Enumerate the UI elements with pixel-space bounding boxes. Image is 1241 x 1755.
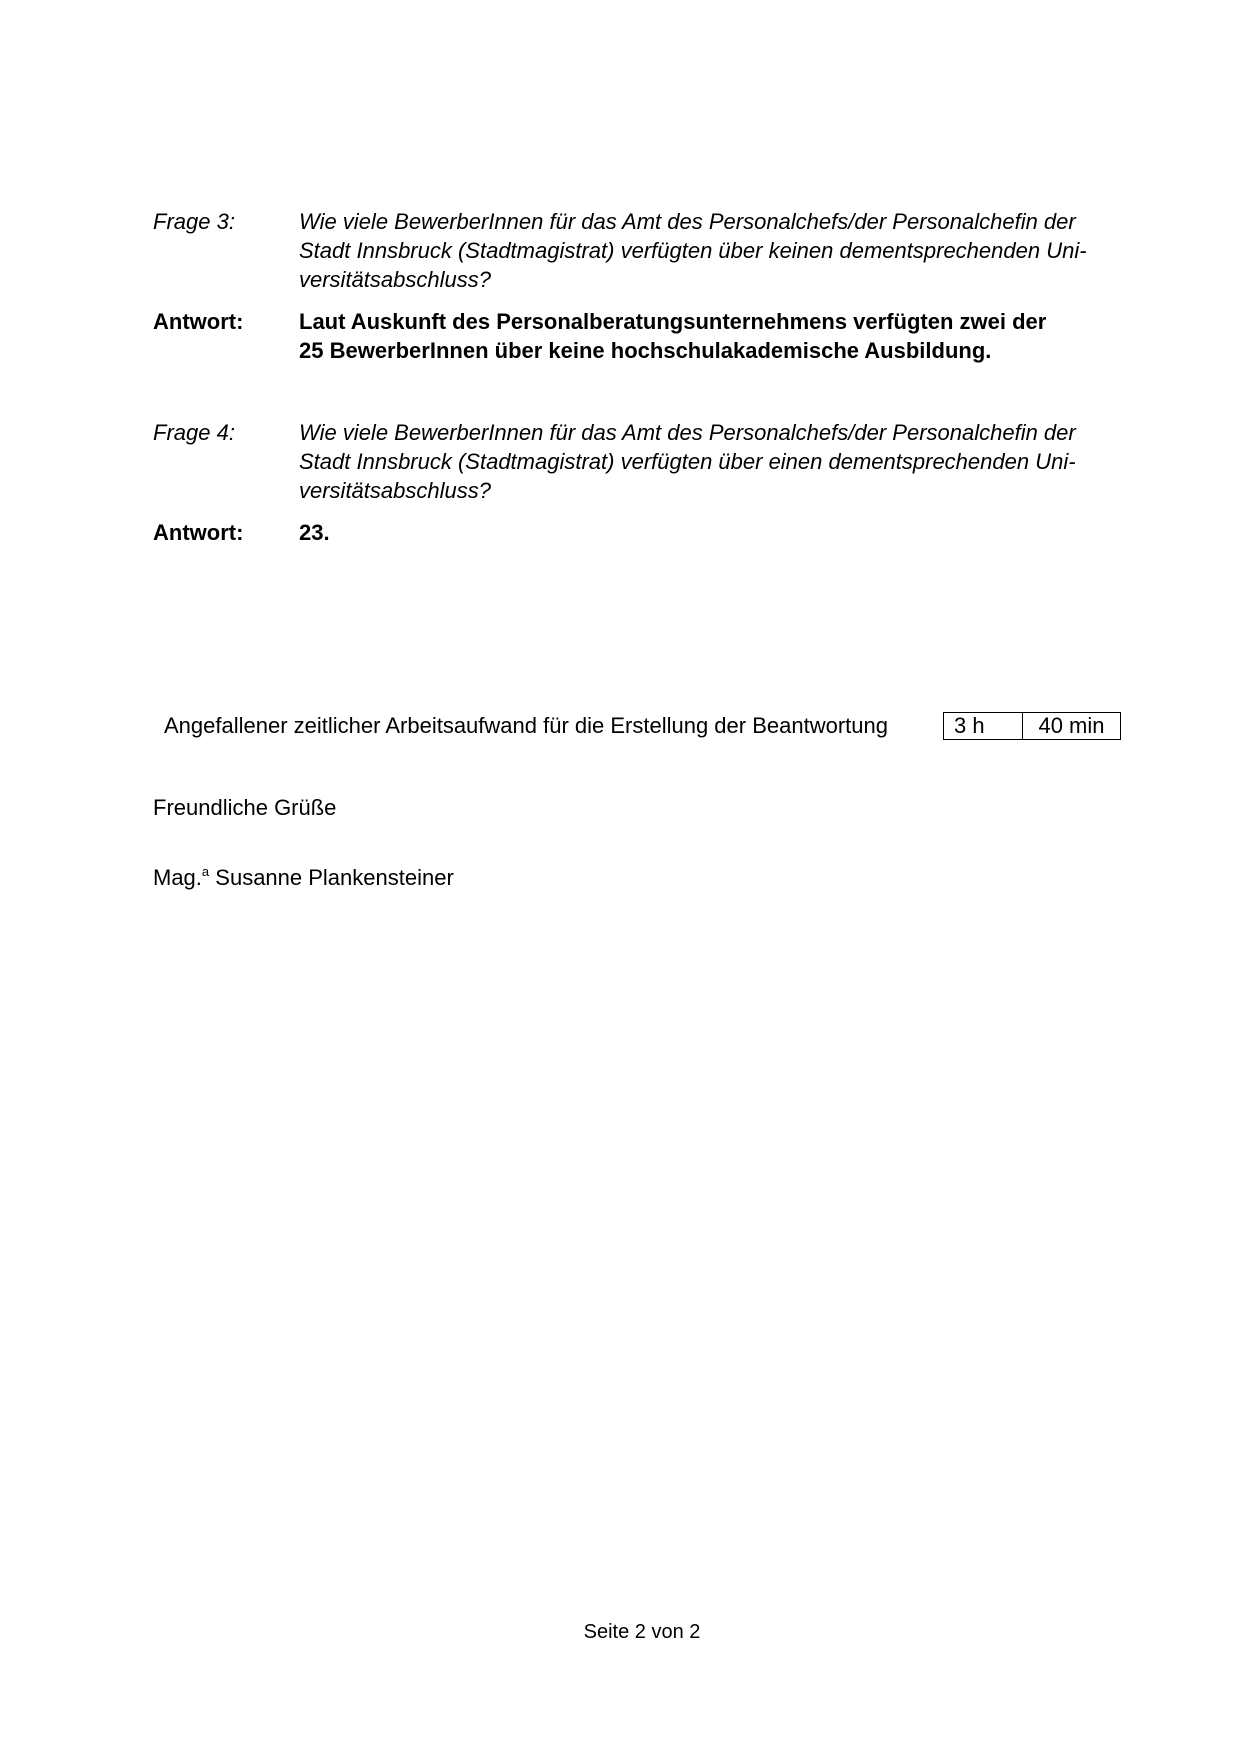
- answer-line: 25 BewerberInnen über keine hochschulakademische Ausbildung.: [299, 338, 992, 363]
- greeting: Freundliche Grüße: [153, 795, 337, 820]
- signature-title: Mag.: [153, 865, 202, 890]
- page-number: Seite 2 von 2: [583, 1621, 701, 1643]
- question-line: versitätsabschluss?: [299, 478, 491, 503]
- answer-line: 23.: [299, 520, 330, 545]
- signature-name: Susanne Plankensteiner: [215, 865, 454, 890]
- effort-hours: 3 h: [944, 713, 1023, 740]
- question-line: Stadt Innsbruck (Stadtmagistrat) verfügten über einen dementsprechenden Uni-: [299, 449, 1076, 474]
- question-label: Frage 4:: [153, 420, 235, 445]
- question-block-4: [153, 418, 1153, 547]
- answer-label: Antwort:: [153, 309, 244, 334]
- effort-line: [164, 712, 1124, 740]
- answer-row: [153, 307, 1153, 365]
- question-line: Wie viele BewerberInnen für das Amt des Personalchefs/der Personalchefin der: [299, 209, 1076, 234]
- effort-table: [943, 712, 1121, 740]
- effort-label: Angefallener zeitlicher Arbeitsaufwand für die Erstellung der Beantwortung: [164, 713, 888, 738]
- effort-minutes: 40 min: [1023, 713, 1121, 740]
- answer-row: [153, 518, 1153, 547]
- answer-label: Antwort:: [153, 520, 244, 545]
- answer-text: [299, 518, 1153, 547]
- answer-line: Laut Auskunft des Personalberatungsunternehmens verfügten zwei der: [299, 309, 1047, 334]
- question-row: [153, 207, 1153, 294]
- signature-title-suffix: a: [201, 864, 210, 879]
- question-row: [153, 418, 1153, 505]
- question-line: Wie viele BewerberInnen für das Amt des Personalchefs/der Personalchefin der: [299, 420, 1076, 445]
- question-block-3: [153, 207, 1153, 365]
- question-line: Stadt Innsbruck (Stadtmagistrat) verfügten über keinen dementsprechenden Uni-: [299, 238, 1087, 263]
- question-text: [299, 207, 1153, 294]
- signature: [153, 865, 454, 891]
- question-line: versitätsabschluss?: [299, 267, 491, 292]
- question-label: Frage 3:: [153, 209, 235, 234]
- question-text: [299, 418, 1153, 505]
- answer-text: [299, 307, 1153, 365]
